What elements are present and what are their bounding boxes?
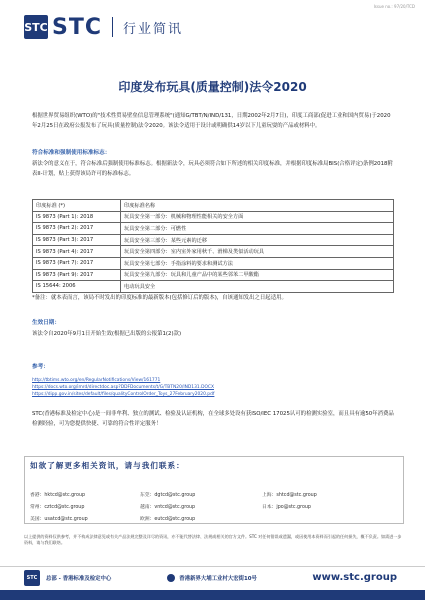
standard-code: IS 15644: 2006 <box>33 281 121 293</box>
table-header-row <box>33 200 394 212</box>
standard-code: IS 9873 (Part 4): 2017 <box>33 246 121 258</box>
reference-link[interactable]: http://tbtims.wto.org/en/RegularNotifications/View/161771 <box>32 378 161 383</box>
standard-code: IS 9873 (Part 7): 2017 <box>33 257 121 269</box>
standard-name: 玩具安全第二部分：可燃性 <box>121 223 394 235</box>
contact-row <box>30 500 400 512</box>
standard-code: IS 9873 (Part 9): 2017 <box>33 269 121 281</box>
standards-table <box>32 199 394 293</box>
stc-logo-icon: STC <box>24 15 48 39</box>
standard-code: IS 9873 (Part 1): 2018 <box>33 211 121 223</box>
contact-row <box>30 488 400 500</box>
standard-name: 电动玩具安全 <box>121 281 394 293</box>
standard-name: 玩具安全第一部分：机械和物理性能相关的安全方面 <box>121 211 394 223</box>
contact-email[interactable]: 东莞：dgtcd@stc.group <box>140 492 196 498</box>
header-section-title: 行业简讯 <box>123 21 184 37</box>
page-footer <box>0 566 425 588</box>
contact-email[interactable]: 美国：usatcd@stc.group <box>30 517 88 523</box>
intro-paragraph: 根据世界贸易组织(WTO)的"技术性贸易壁垒信息管理系统"(通知G/TBT/N/IND/131，日期2002年2月7日)，印度工商部(促进工业和国内贸易)于2020年2月25日在政府公报发布了玩具(质量控制)法令2020。该法令适用于设计或明确供14岁以下儿童玩耍的产品或材料中。 <box>32 113 391 129</box>
contact-row <box>30 513 400 525</box>
reference-link[interactable]: https://docs.wto.org/imrd/directdoc.asp?DDFDocuments/t/G/TBTN20/IND131.DOCX <box>32 385 214 391</box>
section-heading-references: 参考： <box>32 364 49 370</box>
standard-code: IS 9873 (Part 3): 2017 <box>33 234 121 246</box>
footer-website-link[interactable]: www.stc.group <box>312 572 397 583</box>
reference-links <box>32 377 214 399</box>
table-row <box>33 234 394 246</box>
table-row <box>33 223 394 235</box>
contact-email[interactable]: 常州：cztcd@stc.group <box>30 505 85 511</box>
contact-email[interactable]: 香港：hktcd@stc.group <box>30 492 86 498</box>
section-heading-effective-date: 生效日期： <box>32 320 60 326</box>
standards-paragraph: 新法令的意义在于，符合标准后强制使用标准标志。根据新法令，玩具必须符合如下所述的相关印度标准，并根据印度标准局BIS(合格评定)条例2018附表II-计划，贴上获得该局许可的标准标志。 <box>32 161 393 177</box>
footer-headquarters: 总部 - 香港标准及检定中心 <box>46 575 112 582</box>
table-row <box>33 211 394 223</box>
contact-list <box>30 488 400 525</box>
issue-number: Issue no.: 97/20/TCD <box>373 4 415 9</box>
contact-email[interactable]: 上海：shtcd@stc.group <box>262 492 317 498</box>
location-icon <box>167 574 175 582</box>
header-divider <box>112 17 113 37</box>
company-blurb: STC(香港标准及检定中心)是一间非牟利、独立的测试、检验及认证机构，在全球多处设有获ISO/IEC 17025认可的检测实验室，而且具有逾50年消费品检测经验，可为您提供快捷、可靠的符合性评定服务！ <box>32 411 394 427</box>
table-row <box>33 246 394 258</box>
contact-heading: 如欲了解更多相关资讯，请与我们联系： <box>30 461 185 470</box>
section-heading-standards: 符合标准和强制使用标准标志： <box>32 150 111 156</box>
footer-address: 香港新界大埔工业村大宏街10号 <box>179 575 257 582</box>
stc-logo-icon: STC <box>24 570 40 586</box>
table-row <box>33 281 394 293</box>
standard-name: 玩具安全第九部分：玩具和儿童产品中的某些邻苯二甲酸酯 <box>121 269 394 281</box>
standard-name: 玩具安全第七部分：手指涂料的要求和测试方法 <box>121 257 394 269</box>
table-header-cell: 印度标准名称 <box>121 200 394 212</box>
reference-link[interactable]: https://dipp.gov.in/sites/default/files/qualityControlOrder_Toys_27February2020.pdf <box>32 392 215 398</box>
contact-email[interactable]: 越南：vntcd@stc.group <box>140 505 196 511</box>
standard-name: 玩具安全第四部分：室内室外家用秋千、滑梯及类似活动玩具 <box>121 246 394 258</box>
disclaimer: 以上提供的资料仅供参考，并不构成法律意见或有关产品法规完整及详尽的资讯，亦不能代替法律、法规或相关的官方文件。STC 对任何错误或遗漏，或因使用本资料而引起的任何损失，概不负责。如需进一步资料，请与我们联络。 <box>24 534 402 546</box>
page-title: 印度发布玩具(质量控制)法令2020 <box>118 80 307 94</box>
effective-date-text: 该法令自2020年9月1日开始生效(根据已出版的公报第1(2)款) <box>32 331 182 337</box>
standard-name: 玩具安全第三部分：某些元素的迁移 <box>121 234 394 246</box>
contact-email[interactable]: 日本：jpo@stc.group <box>262 505 311 511</box>
table-note: *备注：就本表而言，该局不时发出的印度标准的最新版本(包括修订后的版本)，自该通知发出之日起适用。 <box>32 295 287 301</box>
table-row <box>33 257 394 269</box>
page-header <box>24 14 183 40</box>
standard-code: IS 9873 (Part 2): 2017 <box>33 223 121 235</box>
table-header-cell: 印度标准 (*) <box>33 200 121 212</box>
footer-strip <box>0 590 425 600</box>
table-row <box>33 269 394 281</box>
logo-text: STC <box>52 14 102 40</box>
contact-email[interactable]: 欧洲：eutcd@stc.group <box>140 517 196 523</box>
